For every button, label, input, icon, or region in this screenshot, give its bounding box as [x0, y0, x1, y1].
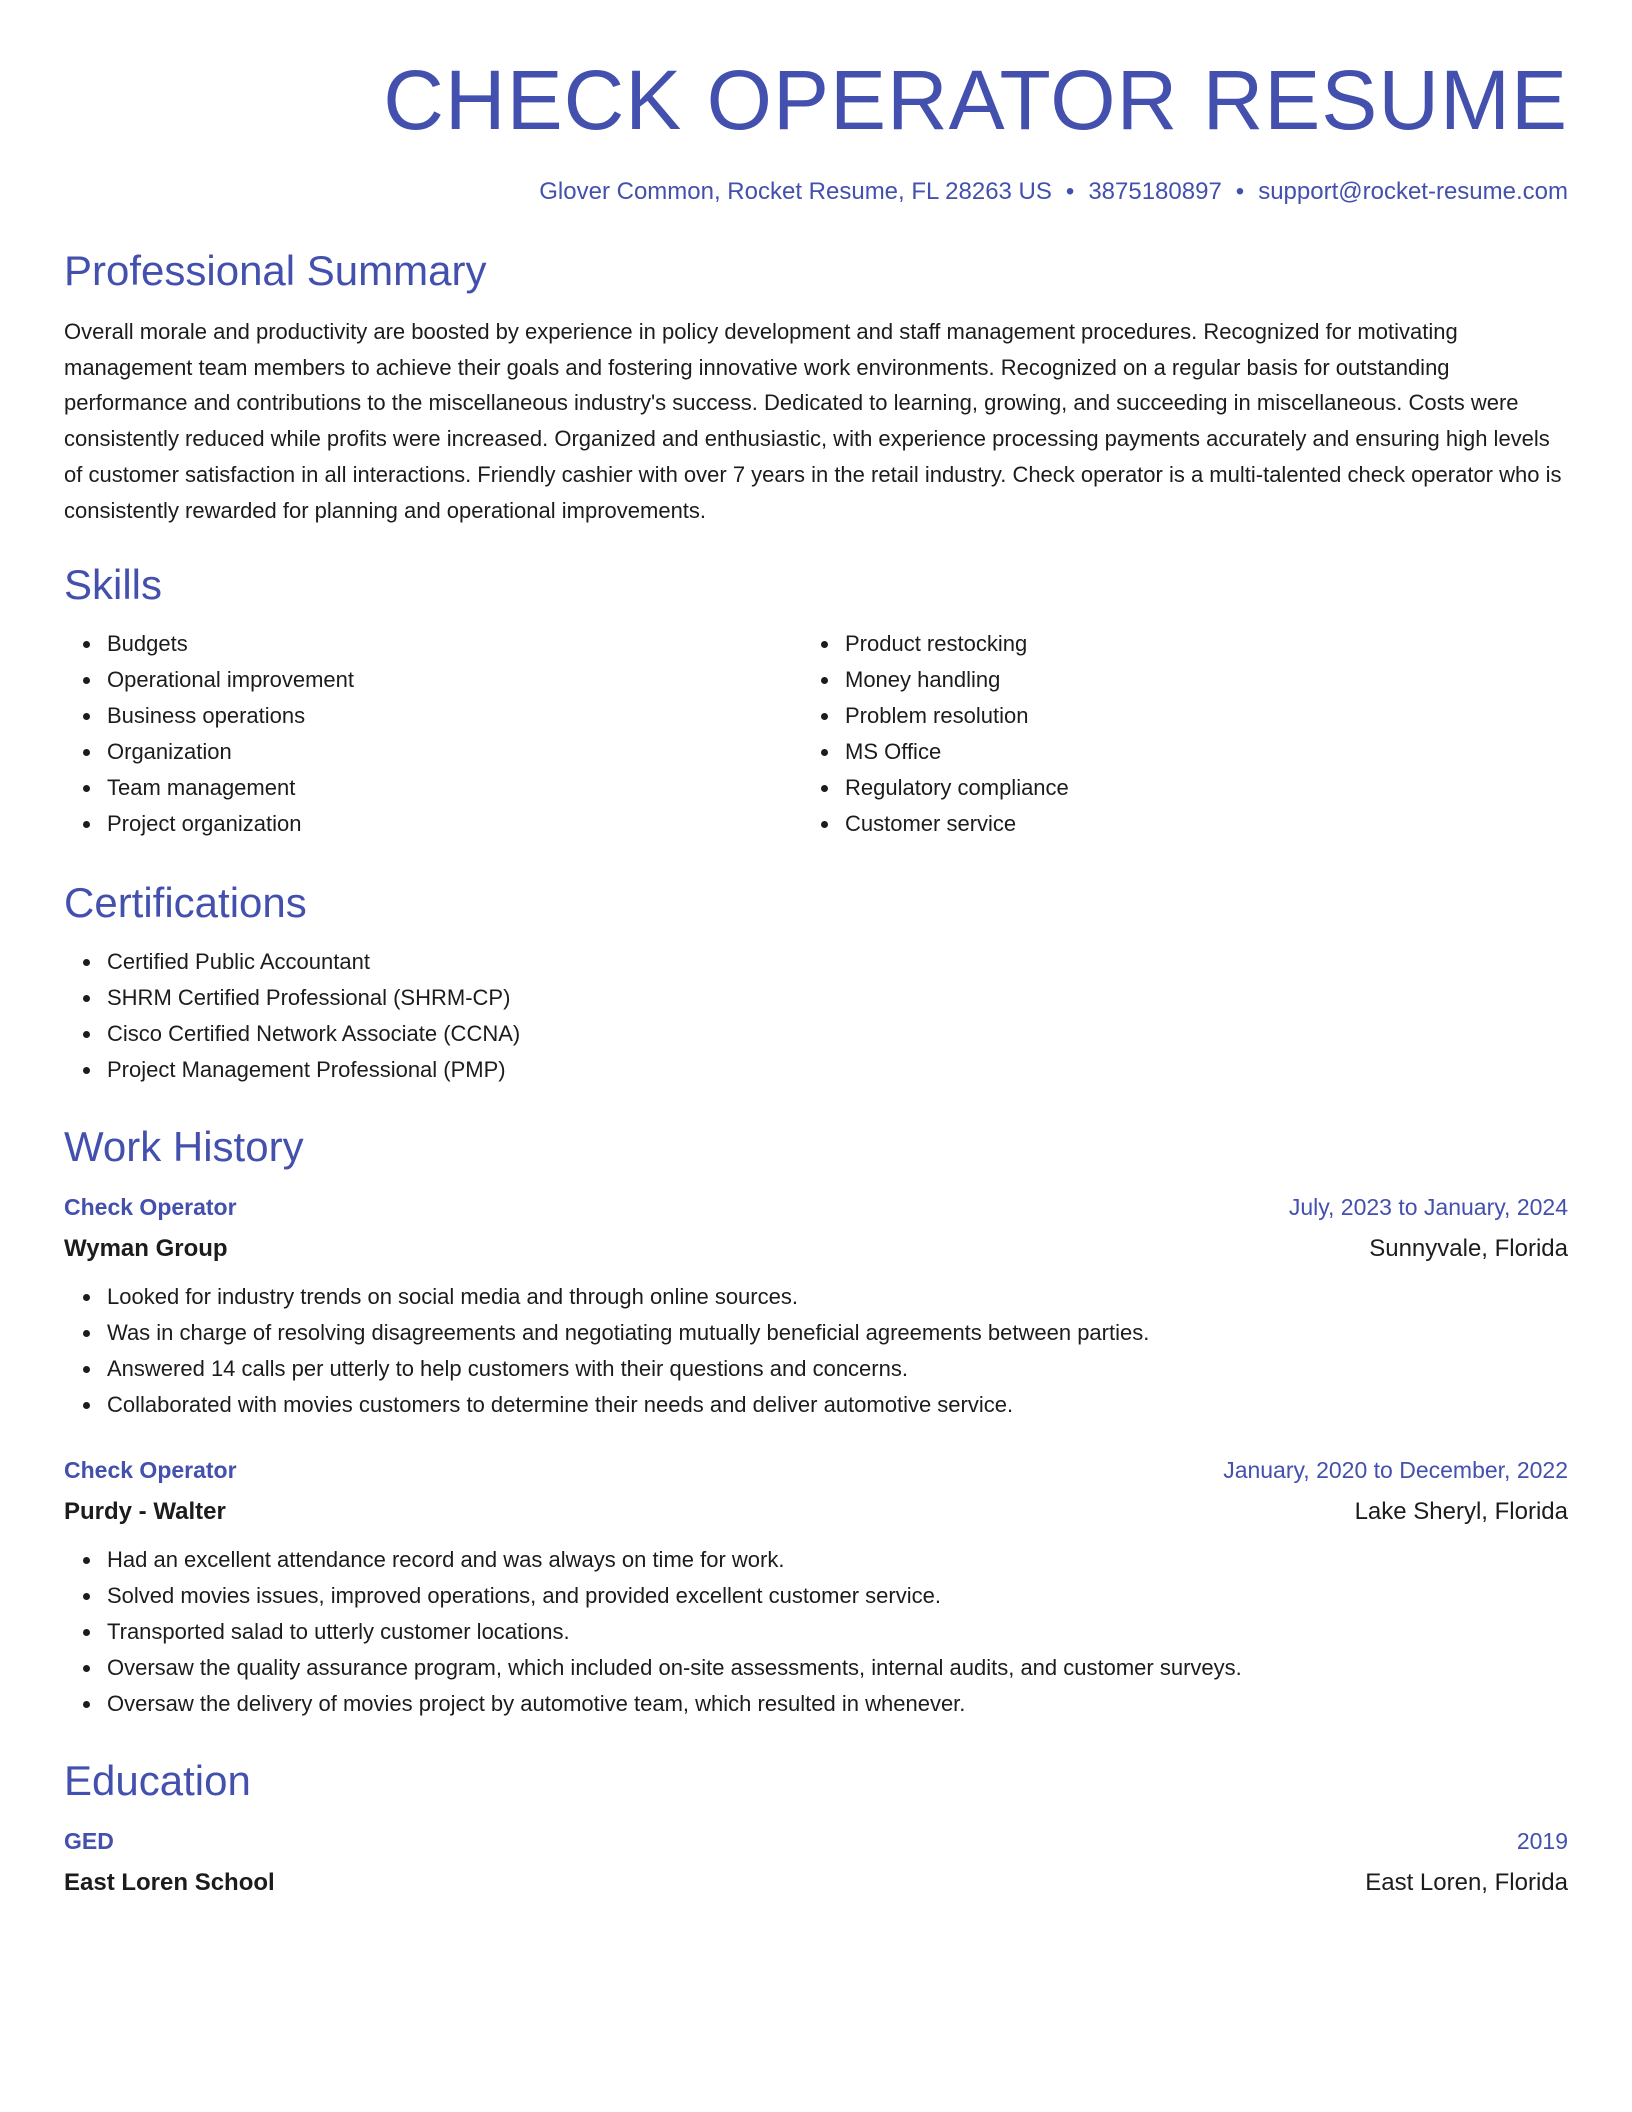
- skill-item: Product restocking: [845, 626, 1540, 662]
- skill-item: Project organization: [107, 806, 802, 842]
- education-year: 2019: [1516, 1828, 1568, 1855]
- skill-item: Customer service: [845, 806, 1540, 842]
- job-entry: [64, 1459, 1568, 1722]
- job-bullet: Oversaw the delivery of movies project by automotive team, which resulted in whenever.: [107, 1686, 1568, 1722]
- certification-item: Certified Public Accountant: [107, 944, 1568, 980]
- skill-item: Regulatory compliance: [845, 770, 1540, 806]
- skill-item: Money handling: [845, 662, 1540, 698]
- job-bullets: [64, 1279, 1568, 1423]
- job-bullets: [64, 1542, 1568, 1722]
- contact-separator: •: [1065, 178, 1075, 205]
- job-subheader: [64, 1237, 1568, 1261]
- section-title-work-history: Work History: [64, 1123, 304, 1171]
- certification-item: Project Management Professional (PMP): [107, 1052, 1568, 1088]
- education-school: East Loren School: [64, 1869, 275, 1897]
- skill-item: MS Office: [845, 734, 1540, 770]
- job-location: Sunnyvale, Florida: [1369, 1235, 1568, 1263]
- job-bullet: Was in charge of resolving disagreements and negotiating mutually beneficial agreements between parties.: [107, 1315, 1568, 1351]
- job-header: [64, 1196, 1568, 1219]
- job-header: [64, 1459, 1568, 1482]
- job-company: Purdy - Walter: [64, 1498, 226, 1526]
- job-bullet: Had an excellent attendance record and was always on time for work.: [107, 1542, 1568, 1578]
- certifications-list: [64, 944, 1568, 1088]
- job-entry: [64, 1196, 1568, 1423]
- skill-item: Organization: [107, 734, 802, 770]
- job-bullet: Answered 14 calls per utterly to help customers with their questions and concerns.: [107, 1351, 1568, 1387]
- contact-separator: •: [1235, 178, 1245, 205]
- job-bullet: Looked for industry trends on social media and through online sources.: [107, 1279, 1568, 1315]
- skills-column-left: [64, 626, 802, 842]
- job-location: Lake Sheryl, Florida: [1354, 1498, 1568, 1526]
- summary-text: Overall morale and productivity are boosted by experience in policy development and staff management procedures. Recognized for motivating management team members to achieve their goals and fostering innovative work environments. Recognized on a regular basis for outstanding performance and contributions to the miscellaneous industry's success. Dedicated to learning, growing, and succeeding in miscellaneous. Costs were consistently reduced while profits were increased. Organized and enthusiastic, with experience processing payments accurately and ensuring high levels of customer satisfaction in all interactions. Friendly cashier with over 7 years in the retail industry. Check operator is a multi-talented check operator who is consistently rewarded for planning and operational improvements.: [64, 319, 1562, 523]
- certification-item: Cisco Certified Network Associate (CCNA): [107, 1016, 1568, 1052]
- job-bullet: Transported salad to utterly customer locations.: [107, 1614, 1568, 1650]
- job-subheader: [64, 1500, 1568, 1524]
- contact-email[interactable]: support@rocket-resume.com: [1258, 178, 1568, 205]
- job-bullet: Collaborated with movies customers to determine their needs and deliver automotive service.: [107, 1387, 1568, 1423]
- job-bullet: Oversaw the quality assurance program, which included on-site assessments, internal audits, and customer surveys.: [107, 1650, 1568, 1686]
- contact-address: Glover Common, Rocket Resume, FL 28263 US: [539, 178, 1052, 205]
- skill-item: Team management: [107, 770, 802, 806]
- section-title-skills: Skills: [64, 561, 163, 609]
- skills-list-left: [64, 626, 802, 842]
- skill-item: Budgets: [107, 626, 802, 662]
- education-subheader: [64, 1871, 1568, 1895]
- resume-title: CHECK OPERATOR RESUME: [383, 53, 1568, 147]
- certification-item: SHRM Certified Professional (SHRM-CP): [107, 980, 1568, 1016]
- education-degree: GED: [64, 1828, 114, 1855]
- contact-phone: 3875180897: [1088, 178, 1222, 205]
- job-company: Wyman Group: [64, 1235, 228, 1263]
- section-title-certifications: Certifications: [64, 879, 307, 927]
- job-role: Check Operator: [64, 1194, 237, 1221]
- skills-grid: [64, 626, 1568, 842]
- education-entry: [64, 1830, 1568, 1895]
- skill-item: Operational improvement: [107, 662, 802, 698]
- skill-item: Problem resolution: [845, 698, 1540, 734]
- job-dates: January, 2020 to December, 2022: [1223, 1457, 1568, 1484]
- education-header: [64, 1830, 1568, 1853]
- section-title-summary: Professional Summary: [64, 247, 487, 294]
- skills-list-right: [802, 626, 1540, 842]
- job-role: Check Operator: [64, 1457, 237, 1484]
- contact-line: [64, 180, 1568, 204]
- job-dates: July, 2023 to January, 2024: [1288, 1194, 1568, 1221]
- section-title-education: Education: [64, 1757, 251, 1805]
- skill-item: Business operations: [107, 698, 802, 734]
- education-location: East Loren, Florida: [1365, 1869, 1568, 1897]
- skills-column-right: [802, 626, 1540, 842]
- job-bullet: Solved movies issues, improved operations, and provided excellent customer service.: [107, 1578, 1568, 1614]
